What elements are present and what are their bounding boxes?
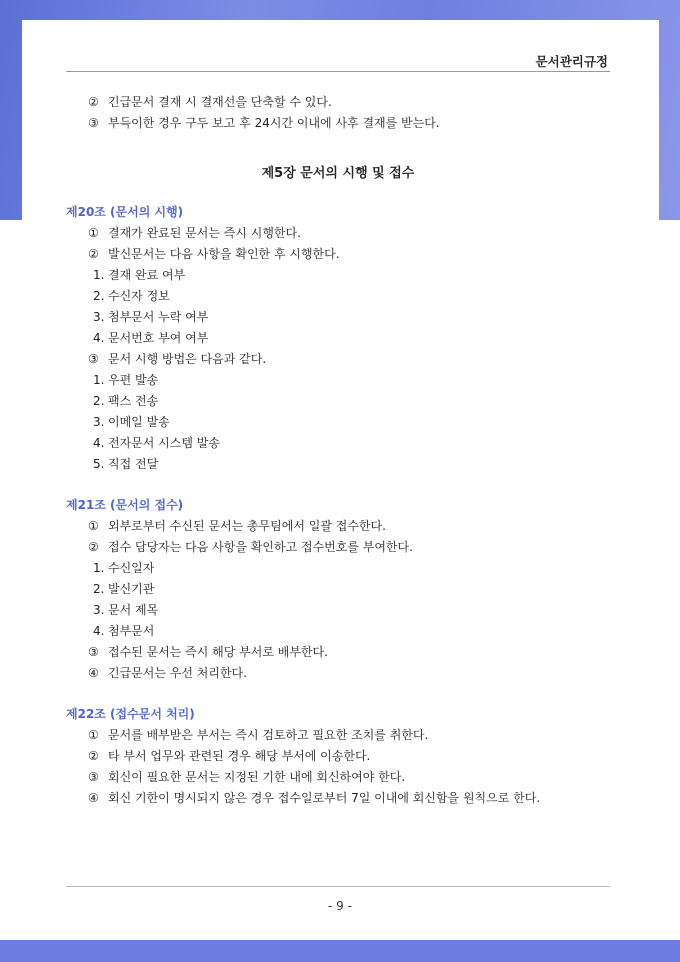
item-text: 회신 기한이 명시되지 않은 경우 접수일로부터 7일 이내에 회신함을 원칙으로 한다. — [108, 791, 541, 805]
sub-item — [66, 328, 610, 349]
sub-item — [66, 391, 610, 412]
article-section — [66, 704, 610, 809]
item-text: 이메일 발송 — [108, 415, 170, 429]
list-item — [66, 788, 610, 809]
item-mark: ② — [88, 749, 99, 763]
list-item — [66, 663, 610, 684]
list-item — [66, 767, 610, 788]
list-item — [66, 244, 610, 265]
document-body — [66, 92, 610, 809]
background-band-bottom — [0, 940, 680, 962]
sub-item — [66, 412, 610, 433]
item-text: 문서 제목 — [108, 603, 159, 617]
list-item — [66, 223, 610, 244]
item-text: 긴급문서 결재 시 결재선을 단축할 수 있다. — [108, 95, 332, 109]
item-mark: ③ — [88, 352, 99, 366]
item-text: 긴급문서는 우선 처리한다. — [108, 666, 247, 680]
list-item — [66, 516, 610, 537]
item-mark: 4. — [93, 436, 105, 450]
list-item — [66, 642, 610, 663]
article-title: 제22조 (접수문서 처리) — [66, 707, 195, 721]
item-mark: 2. — [93, 289, 105, 303]
item-text: 우편 발송 — [108, 373, 159, 387]
article-title: 제20조 (문서의 시행) — [66, 205, 184, 219]
item-text: 문서를 배부받은 부서는 즉시 검토하고 필요한 조치를 취한다. — [108, 728, 429, 742]
item-text: 발신기관 — [108, 582, 155, 596]
item-mark: 1. — [93, 268, 105, 282]
list-item — [66, 725, 610, 746]
item-mark: ③ — [88, 645, 99, 659]
sub-item — [66, 579, 610, 600]
item-mark: ① — [88, 226, 99, 240]
item-text: 팩스 전송 — [108, 394, 159, 408]
item-text: 결재가 완료된 문서는 즉시 시행한다. — [108, 226, 301, 240]
item-mark: ② — [88, 540, 99, 554]
item-text: 외부로부터 수신된 문서는 총무팀에서 일괄 접수한다. — [108, 519, 386, 533]
item-text: 발신문서는 다음 사항을 확인한 후 시행한다. — [108, 247, 340, 261]
list-item — [66, 113, 610, 134]
item-text: 수신자 정보 — [108, 289, 170, 303]
item-text: 타 부서 업무와 관련된 경우 해당 부서에 이송한다. — [108, 749, 371, 763]
sub-item — [66, 370, 610, 391]
item-mark: 4. — [93, 331, 105, 345]
item-mark: 1. — [93, 561, 105, 575]
item-mark: 4. — [93, 624, 105, 638]
list-item — [66, 92, 610, 113]
sub-item — [66, 286, 610, 307]
item-mark: 1. — [93, 373, 105, 387]
item-mark: ① — [88, 728, 99, 742]
item-text: 부득이한 경우 구두 보고 후 24시간 이내에 사후 결재를 받는다. — [108, 116, 440, 130]
list-item — [66, 746, 610, 767]
item-mark: ③ — [88, 770, 99, 784]
item-mark: 3. — [93, 310, 105, 324]
sub-item — [66, 433, 610, 454]
item-text: 첨부문서 누락 여부 — [108, 310, 209, 324]
item-mark: ② — [88, 247, 99, 261]
item-text: 회신이 필요한 문서는 지정된 기한 내에 회신하여야 한다. — [108, 770, 406, 784]
sub-item — [66, 600, 610, 621]
item-mark: 5. — [93, 457, 105, 471]
item-text: 수신일자 — [108, 561, 155, 575]
item-text: 결재 완료 여부 — [108, 268, 186, 282]
article-section — [66, 202, 610, 475]
item-text: 접수 담당자는 다음 사항을 확인하고 접수번호를 부여한다. — [108, 540, 413, 554]
sub-item — [66, 307, 610, 328]
chapter-title: 제5장 문서의 시행 및 접수 — [261, 166, 415, 181]
item-text: 문서번호 부여 여부 — [108, 331, 209, 345]
item-mark: ④ — [88, 666, 99, 680]
page-number: - 9 - — [328, 899, 352, 913]
item-mark: ④ — [88, 791, 99, 805]
header-title: 문서관리규정 — [535, 54, 608, 69]
sub-item — [66, 454, 610, 475]
list-item — [66, 349, 610, 370]
item-text: 첨부문서 — [108, 624, 155, 638]
item-mark: 2. — [93, 582, 105, 596]
item-mark: 3. — [93, 603, 105, 617]
item-mark: 3. — [93, 415, 105, 429]
sub-item — [66, 265, 610, 286]
item-mark: ① — [88, 519, 99, 533]
item-text: 직접 전달 — [108, 457, 159, 471]
intro-section — [66, 92, 610, 134]
article-section — [66, 495, 610, 684]
item-text: 문서 시행 방법은 다음과 같다. — [108, 352, 267, 366]
list-item — [66, 537, 610, 558]
footer-divider — [66, 886, 610, 887]
item-mark: ③ — [88, 116, 99, 130]
articles — [66, 202, 610, 809]
sub-item — [66, 558, 610, 579]
article-title: 제21조 (문서의 접수) — [66, 498, 184, 512]
sub-item — [66, 621, 610, 642]
item-text: 전자문서 시스템 발송 — [108, 436, 220, 450]
header-divider — [66, 71, 610, 72]
item-mark: ② — [88, 95, 99, 109]
item-mark: 2. — [93, 394, 105, 408]
section-gap — [66, 684, 610, 704]
section-gap — [66, 475, 610, 495]
item-text: 접수된 문서는 즉시 해당 부서로 배부한다. — [108, 645, 328, 659]
